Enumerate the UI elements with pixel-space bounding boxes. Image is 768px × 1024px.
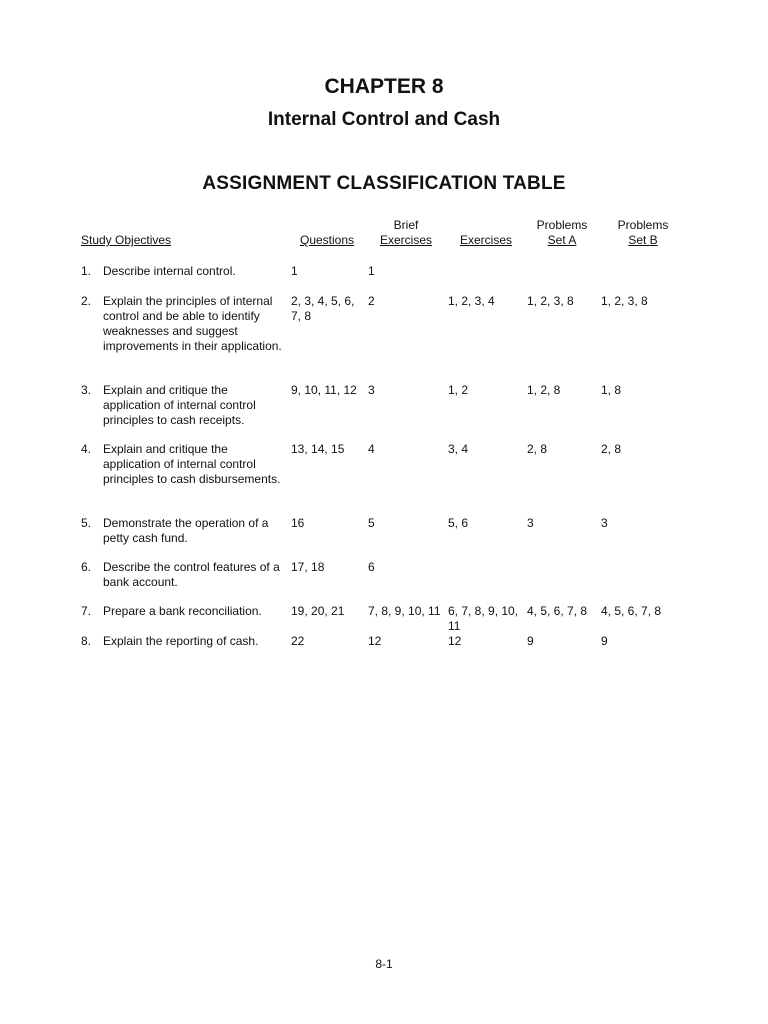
objective-text: Describe the control features of a bank account. (103, 560, 280, 589)
objective-number: 6. (81, 560, 92, 574)
brief-exercises-cell: 12 (368, 634, 382, 648)
problems-set-b-cell: 1, 2, 3, 8 (601, 294, 648, 308)
problems-set-b-cell: 9 (601, 634, 608, 648)
header-set-a-line2: Set A (547, 233, 577, 247)
questions-cell: 9, 10, 11, 12 (291, 383, 357, 397)
problems-set-b-cell: 1, 8 (601, 383, 622, 397)
objective-text: Explain the principles of internal control and be able to identify weaknesses and suggest improvements in their application. (103, 294, 282, 353)
questions-cell: 13, 14, 15 (291, 442, 345, 456)
brief-exercises-cell: 7, 8, 9, 10, 11 (368, 604, 441, 618)
exercises-cell: 1, 2 (448, 383, 469, 397)
problems-set-b-cell: 3 (601, 516, 608, 530)
header-set-a-line1: Problems (536, 218, 588, 232)
chapter-heading: CHAPTER 8 (324, 75, 444, 98)
objective-number: 4. (81, 442, 92, 456)
header-questions (291, 233, 363, 248)
objective-number: 8. (81, 634, 92, 648)
objective-text: Explain and critique the application of internal control principles to cash disbursements. (103, 442, 281, 486)
chapter-subtitle: Internal Control and Cash (267, 109, 501, 130)
header-brief-exercises (370, 218, 442, 248)
problems-set-b-cell: 4, 5, 6, 7, 8 (601, 604, 662, 618)
questions-cell: 2, 3, 4, 5, 6, 7, 8 (291, 294, 355, 323)
objective-number: 2. (81, 294, 92, 308)
brief-exercises-cell: 4 (368, 442, 375, 456)
problems-set-a-cell: 1, 2, 3, 8 (527, 294, 574, 308)
objective-text: Demonstrate the operation of a petty cash fund. (103, 516, 269, 545)
header-brief-line2: Exercises (379, 233, 432, 247)
page-number: 8-1 (375, 957, 393, 971)
problems-set-a-cell: 3 (527, 516, 534, 530)
questions-cell: 19, 20, 21 (291, 604, 345, 618)
exercises-cell: 12 (448, 634, 462, 648)
header-exercises-label: Exercises (459, 233, 512, 247)
brief-exercises-cell: 3 (368, 383, 375, 397)
exercises-cell: 6, 7, 8, 9, 10, 11 (448, 604, 519, 633)
header-brief-line1: Brief (393, 218, 419, 232)
exercises-cell: 3, 4 (448, 442, 469, 456)
objective-text: Explain and critique the application of internal control principles to cash receipts. (103, 383, 256, 427)
header-study-objectives-label: Study Objectives (81, 233, 172, 247)
header-exercises (451, 233, 521, 248)
problems-set-a-cell: 9 (527, 634, 534, 648)
exercises-cell: 1, 2, 3, 4 (448, 294, 495, 308)
problems-set-a-cell: 2, 8 (527, 442, 548, 456)
header-set-b-line2: Set B (628, 233, 658, 247)
questions-cell: 22 (291, 634, 305, 648)
header-questions-label: Questions (299, 233, 355, 247)
problems-set-b-cell: 2, 8 (601, 442, 622, 456)
header-study-objectives (81, 233, 171, 248)
objective-number: 3. (81, 383, 92, 397)
header-problems-set-b (605, 218, 681, 248)
brief-exercises-cell: 1 (368, 264, 375, 278)
table-title: ASSIGNMENT CLASSIFICATION TABLE (202, 173, 566, 194)
brief-exercises-cell: 6 (368, 560, 375, 574)
table-header (0, 218, 768, 252)
brief-exercises-cell: 5 (368, 516, 375, 530)
questions-cell: 1 (291, 264, 298, 278)
objective-text: Explain the reporting of cash. (103, 634, 259, 648)
header-problems-set-a (524, 218, 600, 248)
problems-set-a-cell: 1, 2, 8 (527, 383, 561, 397)
brief-exercises-cell: 2 (368, 294, 375, 308)
questions-cell: 16 (291, 516, 305, 530)
exercises-cell: 5, 6 (448, 516, 469, 530)
objective-number: 5. (81, 516, 92, 530)
header-set-b-line1: Problems (617, 218, 669, 232)
problems-set-a-cell: 4, 5, 6, 7, 8 (527, 604, 588, 618)
objective-text: Describe internal control. (103, 264, 236, 278)
questions-cell: 17, 18 (291, 560, 325, 574)
objective-number: 7. (81, 604, 92, 618)
objective-text: Prepare a bank reconciliation. (103, 604, 262, 618)
objective-number: 1. (81, 264, 92, 278)
